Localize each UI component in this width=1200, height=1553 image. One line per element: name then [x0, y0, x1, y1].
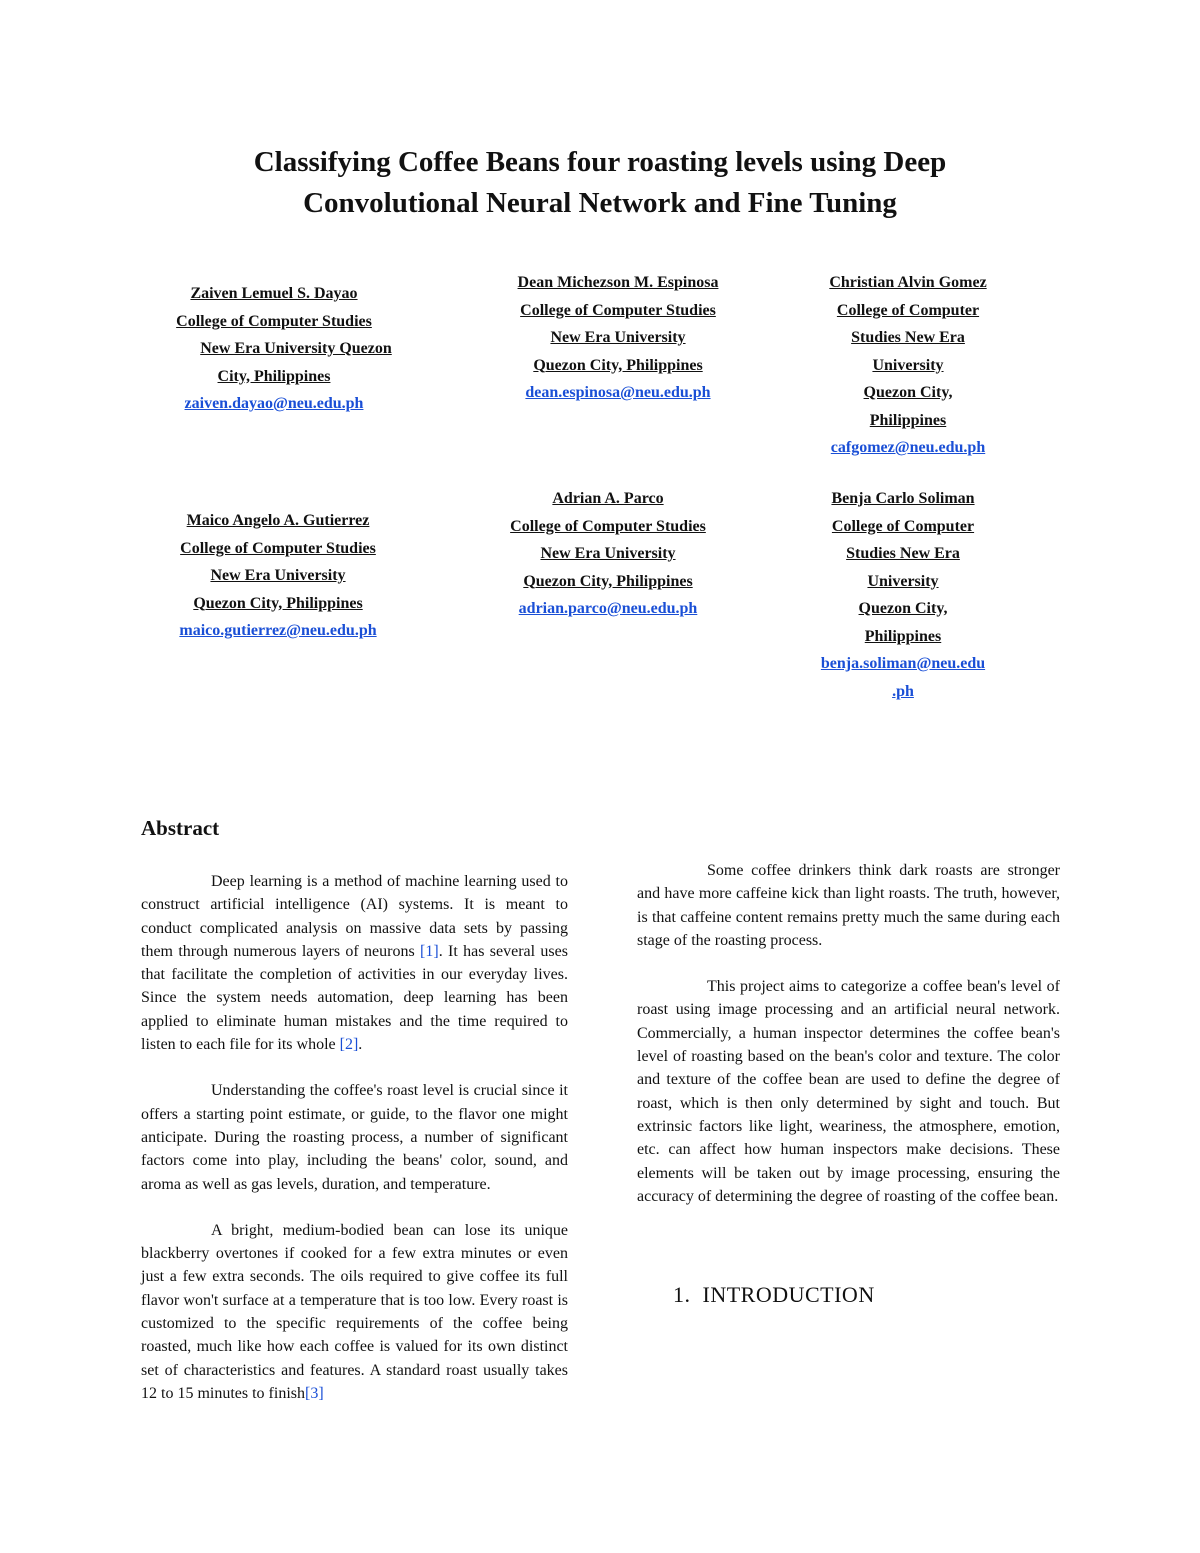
author-affiliation: Quezon City, Philippines — [523, 572, 693, 590]
author-affiliation: College of Computer — [836, 301, 980, 319]
paper-title-line-1: Classifying Coffee Beans four roasting levels using Deep — [253, 146, 947, 178]
author-email-link-continuation[interactable]: .ph — [892, 682, 914, 700]
author-name: Christian Alvin Gomez — [829, 274, 987, 291]
abstract-paragraph-2: Understanding the coffee's roast level is crucial since it offers a starting point estimate, or guide, to the flavor one might anticipate. During the roasting process, a number of significant factors come into play, including the beans' color, sound, and aroma as well as gas levels, duration, and temperature. — [141, 1082, 568, 1193]
citation-link-2[interactable]: [2] — [339, 1036, 359, 1054]
paragraph-text: . — [358, 1036, 363, 1054]
abstract-paragraph-1 — [141, 870, 568, 1056]
author-affiliation: College of Computer Studies — [180, 539, 376, 557]
author-block-parco — [478, 485, 738, 623]
author-affiliation: Studies New Era — [851, 329, 965, 346]
left-column — [141, 870, 568, 1428]
right-column — [637, 859, 1060, 1231]
author-affiliation: College of Computer Studies — [176, 312, 372, 330]
author-affiliation: University — [867, 572, 939, 590]
author-name: Zaiven Lemuel S. Dayao — [190, 285, 358, 302]
author-email-link[interactable]: benja.soliman@neu.edu — [820, 655, 986, 672]
author-affiliation: College of Computer Studies — [510, 517, 706, 535]
author-block-gutierrez — [148, 507, 408, 645]
author-affiliation: Quezon City, Philippines — [533, 356, 703, 374]
paper-title-line-2: Convolutional Neural Network and Fine Tuning — [303, 187, 897, 219]
author-affiliation: New Era University — [540, 545, 676, 562]
section-number: 1. — [673, 1282, 691, 1307]
author-affiliation: New Era University Quezon — [200, 340, 392, 357]
author-name: Adrian A. Parco — [552, 490, 664, 507]
author-affiliation: College of Computer Studies — [520, 301, 716, 319]
section-heading-introduction — [673, 1282, 875, 1308]
author-affiliation: Studies New Era — [846, 545, 960, 562]
author-affiliation: Quezon City, — [863, 384, 953, 401]
author-block-dayao — [144, 280, 404, 418]
author-email-link[interactable]: adrian.parco@neu.edu.ph — [518, 600, 698, 617]
paragraph-text: Deep learning is a method of machine learning used to construct artificial intelligence (AI) systems. It is meant to conduct complicated analysis on massive data sets by passing them through numerous layers of neurons — [141, 873, 568, 960]
author-name: Benja Carlo Soliman — [831, 490, 975, 507]
paragraph-text: . It has several uses that facilitate the completion of activities in our everyday lives. Since the system needs automation, deep learning has been applied to eliminate human mistakes and the time required to listen to each file for its whole — [141, 942, 568, 1054]
author-affiliation: Quezon City, — [858, 600, 948, 617]
author-affiliation: University — [872, 356, 944, 374]
author-email-link[interactable]: cafgomez@neu.edu.ph — [830, 439, 986, 456]
author-affiliation: College of Computer — [831, 517, 975, 535]
author-affiliation: Quezon City, Philippines — [193, 594, 363, 612]
author-block-soliman — [773, 485, 1033, 705]
author-name: Maico Angelo A. Gutierrez — [186, 512, 370, 529]
citation-link-1[interactable]: [1] — [420, 942, 439, 960]
author-email-link[interactable]: zaiven.dayao@neu.edu.ph — [184, 395, 364, 412]
paragraph-text: A bright, medium-bodied bean can lose its unique blackberry overtones if cooked for a few extra minutes or even just a few extra seconds. The oils required to give coffee its full flavor won't surface at a temperature that is too low. Every roast is customized to the specific requirements of the coffee being roasted, much like how each coffee is valued for its own distinct set of characteristics and features. A standard roast usually takes 12 to 15 minutes to finish — [141, 1221, 568, 1402]
abstract-paragraph-3 — [141, 1219, 568, 1405]
author-affiliation: Philippines — [869, 411, 947, 429]
abstract-paragraph-5: This project aims to categorize a coffee bean's level of roast using image processing and an artificial neural network. Commercially, a human inspector determines the coffee bean's level of roasting based on the bean's color and texture. The color and texture of the coffee bean are used to define the degree of roast, which is then only determined by sight and touch. But extrinsic factors like light, weariness, the atmosphere, emotion, etc. can affect how human inspectors make decisions. These elements will be taken out by image processing, ensuring the accuracy of determining the degree of roasting of the coffee bean. — [637, 978, 1060, 1205]
author-affiliation: New Era University — [210, 567, 346, 584]
section-title: INTRODUCTION — [702, 1282, 875, 1307]
author-affiliation: Philippines — [864, 627, 942, 645]
author-affiliation: City, Philippines — [217, 367, 331, 385]
author-name: Dean Michezson M. Espinosa — [517, 274, 719, 291]
author-email-link[interactable]: maico.gutierrez@neu.edu.ph — [179, 622, 377, 639]
author-email-link[interactable]: dean.espinosa@neu.edu.ph — [525, 384, 711, 401]
abstract-heading: Abstract — [141, 816, 220, 840]
author-block-gomez — [778, 269, 1038, 462]
abstract-paragraph-4: Some coffee drinkers think dark roasts are stronger and have more caffeine kick than light roasts. The truth, however, is that caffeine content remains pretty much the same during each stage of the roasting process. — [637, 862, 1060, 949]
author-affiliation: New Era University — [550, 329, 686, 346]
citation-link-3[interactable]: [3] — [305, 1384, 324, 1402]
author-block-espinosa — [488, 269, 748, 407]
paper-title — [150, 142, 1050, 224]
